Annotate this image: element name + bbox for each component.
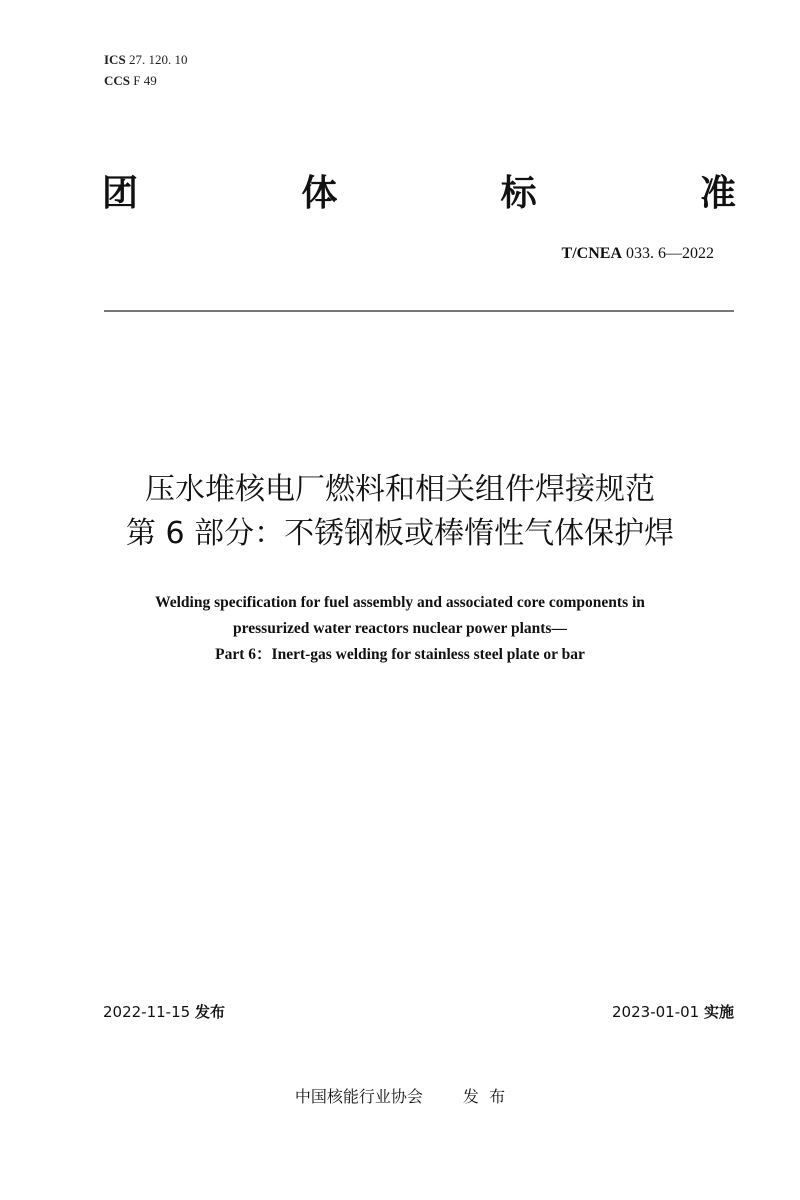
- publisher-name: 中国核能行业协会: [294, 1087, 423, 1106]
- title-english-line-2: pressurized water reactors nuclear power plants—: [233, 620, 567, 637]
- standard-type-char: 准: [699, 173, 736, 214]
- publisher-line: [0, 1086, 800, 1108]
- issue-date-suffix: 发布: [194, 1003, 225, 1021]
- standard-type-char: 团: [102, 173, 139, 214]
- publisher-action: 发 布: [462, 1087, 506, 1106]
- standard-type-heading: [102, 172, 736, 216]
- title-english-line-1: Welding specification for fuel assembly and associated core components in: [155, 594, 645, 611]
- title-chinese-line-1: 压水堆核电厂燃料和相关组件焊接规范: [145, 472, 655, 507]
- title-english: [0, 590, 800, 668]
- title-english-line-3: Part 6：Inert-gas welding for stainless steel plate or bar: [215, 646, 585, 663]
- ics-label: ICS: [104, 52, 126, 67]
- title-chinese-line-2: 第 6 部分：不锈钢板或棒惰性气体保护焊: [125, 516, 675, 551]
- standard-type-char: 体: [301, 173, 338, 214]
- standard-number-value: 033. 6—2022: [626, 245, 714, 262]
- ccs-label: CCS: [104, 73, 131, 88]
- standard-number-prefix: T/CNEA: [561, 245, 622, 262]
- ccs-classification: [104, 73, 157, 89]
- ics-code: 27. 120. 10: [128, 52, 188, 67]
- standard-type-char: 标: [500, 173, 537, 214]
- title-chinese: [0, 468, 800, 556]
- implementation-date: [612, 1002, 734, 1022]
- ccs-code: F 49: [133, 73, 157, 88]
- issue-date-value: 2022-11-15: [103, 1003, 191, 1021]
- standard-number: [562, 244, 714, 264]
- header-divider: [104, 310, 734, 312]
- implementation-date-value: 2023-01-01: [612, 1003, 700, 1021]
- ics-classification: [104, 52, 187, 68]
- implementation-date-suffix: 实施: [703, 1003, 734, 1021]
- issue-date: [103, 1002, 225, 1022]
